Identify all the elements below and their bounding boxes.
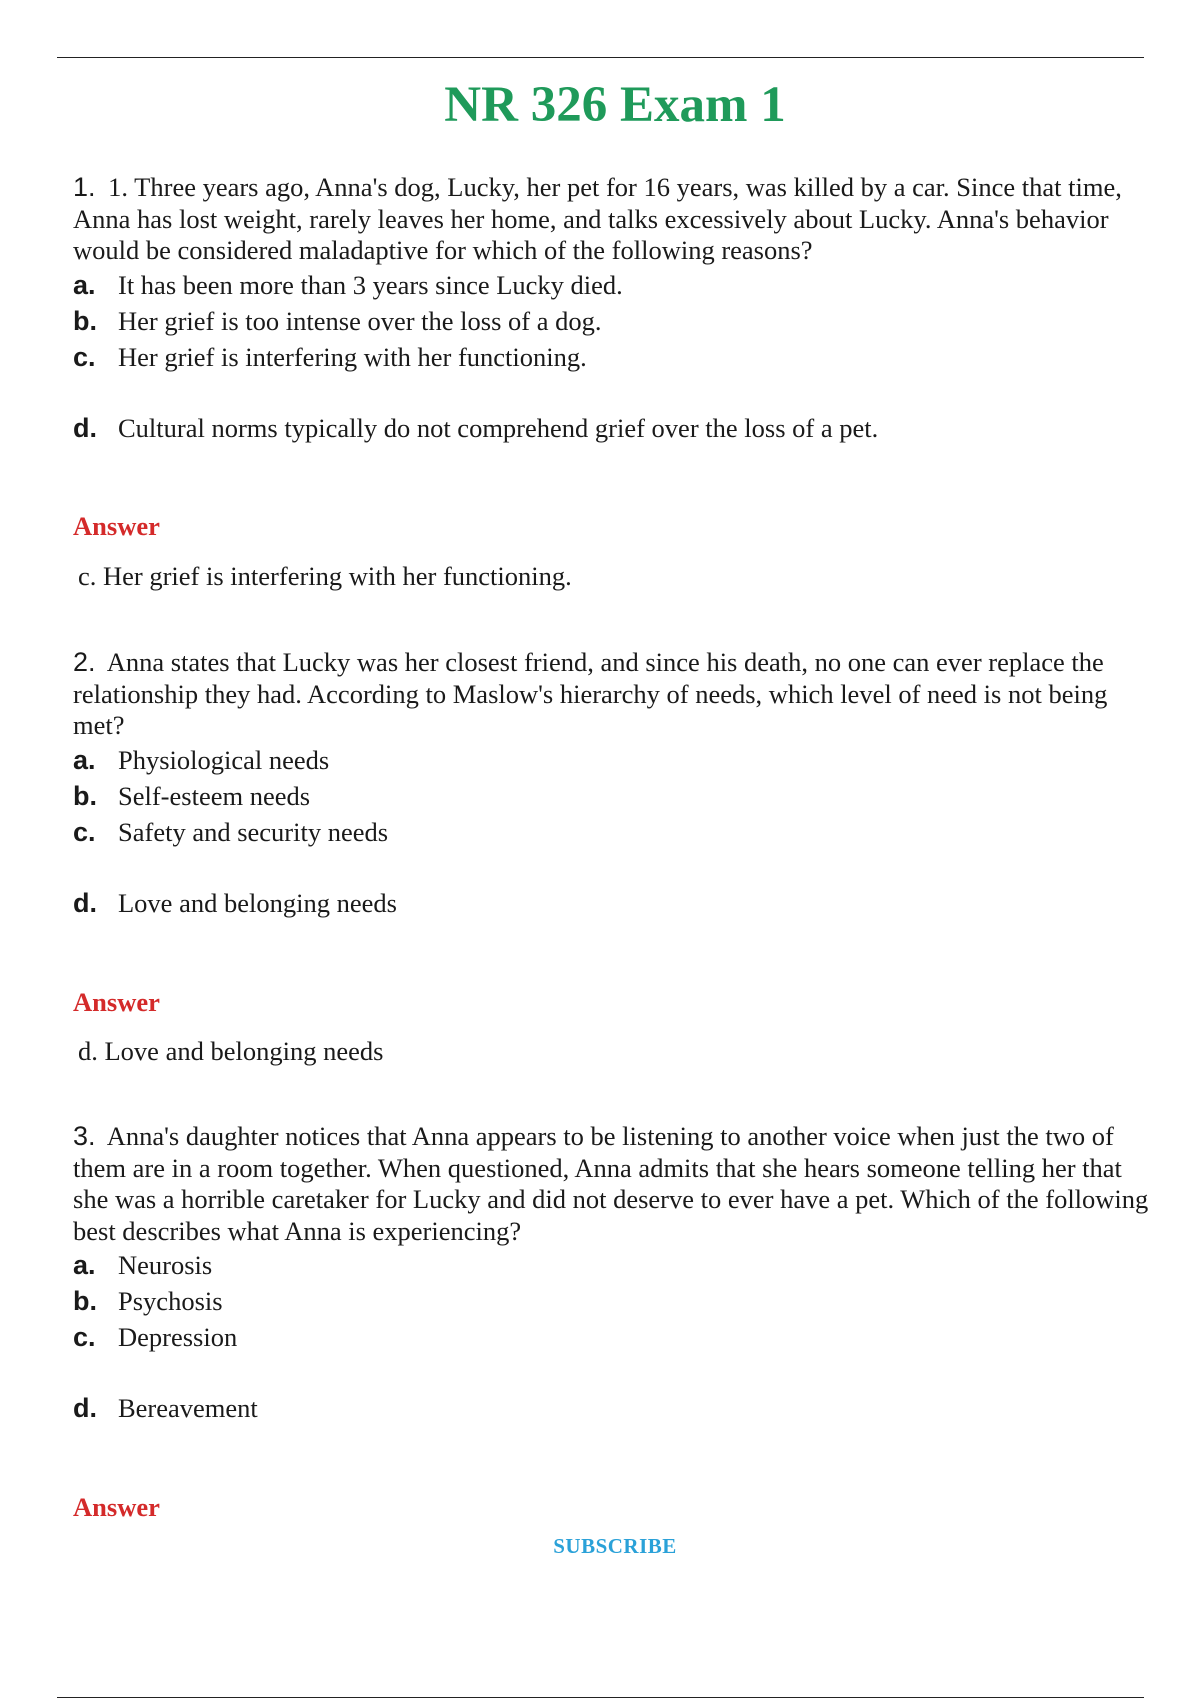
- option-c[interactable]: [73, 814, 1153, 850]
- question-stem: [73, 1121, 1153, 1247]
- option-text: Physiological needs: [118, 744, 330, 775]
- option-c[interactable]: [73, 1319, 1153, 1355]
- option-list: [73, 267, 1153, 446]
- option-text: It has been more than 3 years since Lucky died.: [118, 269, 623, 300]
- answer-text-1: c. Her grief is interfering with her functioning.: [78, 561, 572, 591]
- answer-label-3: Answer: [73, 1492, 160, 1522]
- option-text: Depression: [118, 1322, 238, 1352]
- question-text: Anna's daughter notices that Anna appears to be listening to another voice when just the two of them are in a room together. When questioned, Anna admits that she hears someone telling her that she was a horrible caretaker for Lucky and did not deserve to ever have a pet. Which of the following best describes what Anna is experiencing?: [73, 1121, 1149, 1246]
- option-text: Safety and security needs: [118, 816, 389, 847]
- option-b[interactable]: [73, 1283, 1153, 1319]
- option-d[interactable]: [73, 885, 1153, 921]
- question-2: [73, 647, 1153, 921]
- option-letter: c.: [73, 1322, 96, 1352]
- question-number: 1.: [73, 172, 96, 202]
- option-b[interactable]: [73, 303, 1153, 339]
- option-letter: b.: [73, 1286, 97, 1316]
- option-letter: a.: [73, 744, 96, 775]
- answer-text-2: d. Love and belonging needs: [78, 1036, 384, 1066]
- option-a[interactable]: [73, 267, 1153, 303]
- option-letter: d.: [73, 1393, 97, 1423]
- question-stem: [73, 647, 1153, 742]
- option-letter: b.: [73, 305, 97, 336]
- question-number: 3.: [73, 1121, 96, 1151]
- option-text: Neurosis: [118, 1250, 213, 1280]
- question-stem: [73, 172, 1153, 267]
- option-c[interactable]: [73, 339, 1153, 375]
- bottom-rule: [57, 1697, 1144, 1698]
- option-a[interactable]: [73, 1247, 1153, 1283]
- subscribe-link[interactable]: SUBSCRIBE: [553, 1534, 677, 1558]
- option-d[interactable]: [73, 1390, 1153, 1426]
- question-text: Anna states that Lucky was her closest friend, and since his death, no one can ever replace the relationship they had. According to Maslow's hierarchy of needs, which level of need is not being met?: [73, 647, 1108, 740]
- option-d[interactable]: [73, 410, 1153, 446]
- option-letter: d.: [73, 412, 97, 443]
- option-text: Her grief is too intense over the loss of a dog.: [118, 305, 602, 336]
- option-text: Self-esteem needs: [118, 780, 311, 811]
- option-a[interactable]: [73, 742, 1153, 778]
- option-letter: a.: [73, 269, 96, 300]
- question-3: [73, 1121, 1153, 1426]
- option-letter: a.: [73, 1250, 96, 1280]
- option-text: Psychosis: [118, 1286, 223, 1316]
- option-letter: d.: [73, 887, 97, 918]
- option-list: [73, 1247, 1153, 1426]
- answer-label-1: Answer: [73, 511, 160, 541]
- top-rule: [57, 57, 1144, 58]
- option-letter: b.: [73, 780, 97, 811]
- option-letter: c.: [73, 816, 96, 847]
- question-1: [73, 172, 1153, 446]
- document-title: NR 326 Exam 1: [444, 77, 786, 133]
- answer-label-2: Answer: [73, 987, 160, 1017]
- option-b[interactable]: [73, 778, 1153, 814]
- question-number: 2.: [73, 647, 96, 677]
- option-text: Her grief is interfering with her functioning.: [118, 341, 587, 372]
- option-text: Cultural norms typically do not comprehend grief over the loss of a pet.: [118, 412, 879, 443]
- option-text: Love and belonging needs: [118, 887, 397, 918]
- option-letter: c.: [73, 341, 96, 372]
- question-text: 1. Three years ago, Anna's dog, Lucky, her pet for 16 years, was killed by a car. Since that time, Anna has lost weight, rarely leaves her home, and talks excessively about Lucky. Anna's behavior would be considered maladaptive for which of the following reasons?: [73, 172, 1122, 265]
- option-text: Bereavement: [118, 1393, 258, 1423]
- option-list: [73, 742, 1153, 921]
